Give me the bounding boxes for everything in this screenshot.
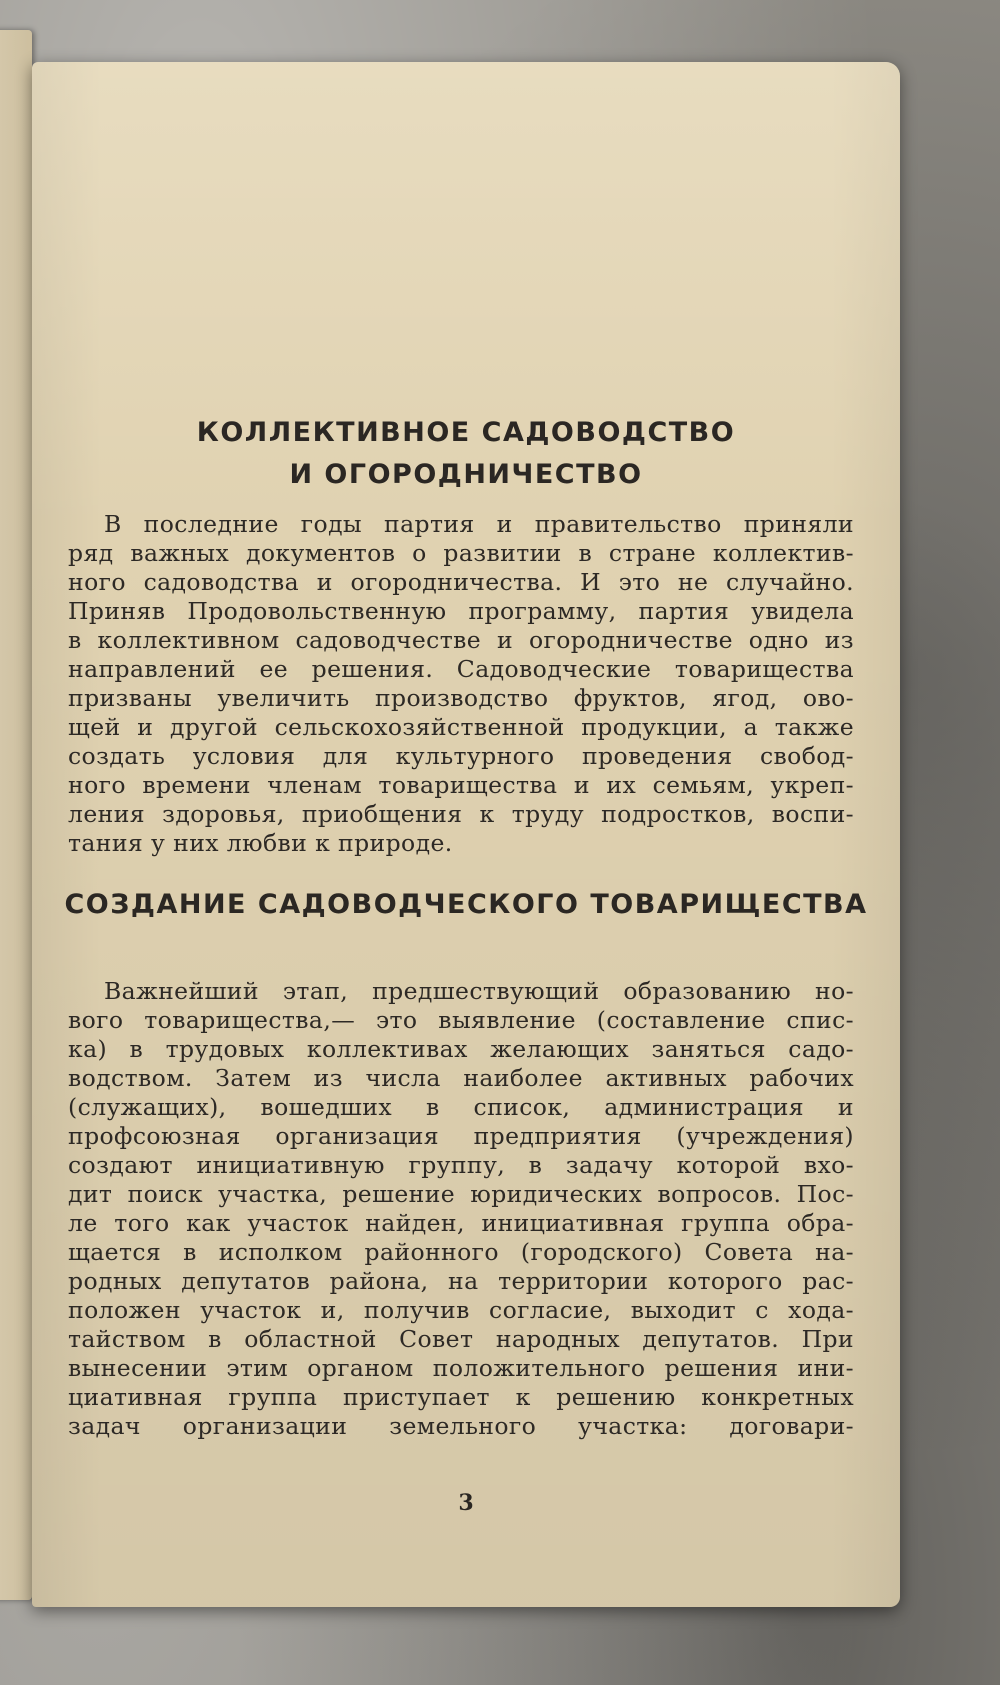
text-line: щей и другой сельскохозяйственной продукции, а также bbox=[68, 713, 854, 741]
text-line: вого товарищества,— это выявление (составление спис- bbox=[68, 1006, 854, 1034]
text-line: призваны увеличить производство фруктов, ягод, ово- bbox=[68, 684, 854, 712]
text-line: ного садоводства и огородничества. И это не случайно. bbox=[68, 568, 854, 596]
text-line: ка) в трудовых коллективах желающих заняться садо- bbox=[68, 1035, 854, 1063]
body-paragraph bbox=[68, 977, 854, 1441]
text-line: В последние годы партия и правительство приняли bbox=[104, 510, 854, 538]
text-line: ного времени членам товарищества и их семьям, укреп- bbox=[68, 771, 854, 799]
text-line: Важнейший этап, предшествующий образованию но- bbox=[104, 977, 854, 1005]
text-line: ления здоровья, приобщения к труду подростков, воспи- bbox=[68, 800, 854, 828]
section-title-line-1: КОЛЛЕКТИВНОЕ САДОВОДСТВО bbox=[196, 417, 736, 448]
text-line: вынесении этим органом положительного решения ини- bbox=[68, 1354, 854, 1382]
text-line: профсоюзная организация предприятия (учреждения) bbox=[68, 1122, 854, 1150]
text-line: создают инициативную группу, в задачу которой вхо- bbox=[68, 1151, 854, 1179]
text-line: дит поиск участка, решение юридических вопросов. Пос- bbox=[68, 1180, 854, 1208]
text-line: родных депутатов района, на территории которого рас- bbox=[68, 1267, 854, 1295]
intro-paragraph bbox=[68, 510, 854, 858]
section-title-line-2: И ОГОРОДНИЧЕСТВО bbox=[289, 459, 643, 490]
text-line: тайством в областной Совет народных депутатов. При bbox=[68, 1325, 854, 1353]
text-line: ле того как участок найден, инициативная группа обра- bbox=[68, 1209, 854, 1237]
text-line: водством. Затем из числа наиболее активных рабочих bbox=[68, 1064, 854, 1092]
previous-page-edge bbox=[0, 30, 32, 1600]
text-line: щается в исполком районного (городского) Совета на- bbox=[68, 1238, 854, 1266]
text-line: Приняв Продовольственную программу, партия увидела bbox=[68, 597, 854, 625]
text-line: задач организации земельного участка: договари- bbox=[68, 1412, 854, 1440]
section-title bbox=[32, 412, 900, 496]
subsection-title: СОЗДАНИЕ САДОВОДЧЕСКОГО ТОВАРИЩЕСТВА bbox=[64, 889, 868, 920]
text-line: в коллективном садоводчестве и огородничестве одно из bbox=[68, 626, 854, 654]
text-line: создать условия для культурного проведения свобод- bbox=[68, 742, 854, 770]
page-number: 3 bbox=[458, 1490, 474, 1516]
text-line: тания у них любви к природе. bbox=[68, 829, 453, 857]
text-line: положен участок и, получив согласие, выходит с хода- bbox=[68, 1296, 854, 1324]
text-line: циативная группа приступает к решению конкретных bbox=[68, 1383, 854, 1411]
book-page bbox=[32, 62, 900, 1607]
text-line: направлений ее решения. Садоводческие товарищества bbox=[68, 655, 854, 683]
text-line: (служащих), вошедших в список, администрация и bbox=[68, 1093, 854, 1121]
text-line: ряд важных документов о развитии в стране коллектив- bbox=[68, 539, 854, 567]
